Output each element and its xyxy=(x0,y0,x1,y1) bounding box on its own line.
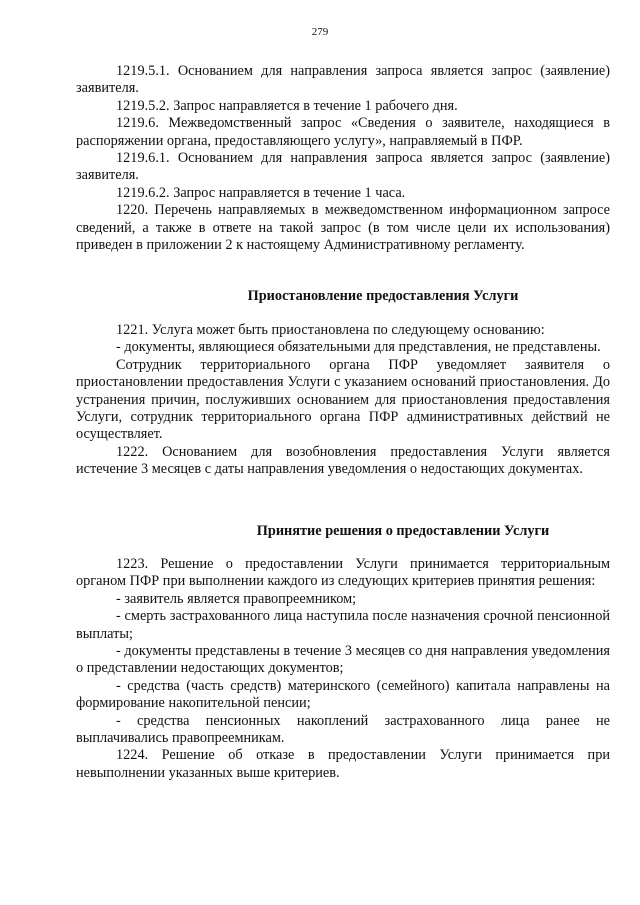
heading-decision: Принятие решения о предоставлении Услуги xyxy=(256,522,550,539)
paragraph-1220: 1220. Перечень направляемых в межведомственном информационном запросе сведений, а также в ответе на такой запрос (в том числе цели их использования) приведен в приложении 2 к настоящему Административному регламенту. xyxy=(76,202,610,254)
paragraph-notification: Сотрудник территориального органа ПФР уведомляет заявителя о приостановлении предоставления Услуги с указанием оснований приостановления. До устранения причин, послуживших основанием для приостановления предоставления Услуги, сотрудник территориального органа ПФР административных действий не осуществляет. xyxy=(76,356,610,443)
list-item-criterion-1: - заявитель является правопреемником; xyxy=(116,590,357,607)
list-item-suspension-reason: - документы, являющиеся обязательными для представления, не представлены. xyxy=(116,339,601,356)
list-item-criterion-3: - документы представлены в течение 3 месяцев со дня направления уведомления о представлении недостающих документов; xyxy=(76,642,610,677)
heading-suspension: Приостановление предоставления Услуги xyxy=(247,288,519,305)
paragraph-1221: 1221. Услуга может быть приостановлена по следующему основанию: xyxy=(116,321,545,338)
list-item-criterion-2: - смерть застрахованного лица наступила после назначения срочной пенсионной выплаты; xyxy=(76,608,610,642)
list-item-criterion-5: - средства пенсионных накоплений застрахованного лица ранее не выплачивались правопреемникам. xyxy=(76,712,610,746)
paragraph-1223: 1223. Решение о предоставлении Услуги принимается территориальным органом ПФР при выполнении каждого из следующих критериев принятия решения: xyxy=(76,555,610,590)
paragraph-1222: 1222. Основанием для возобновления предоставления Услуги является истечение 3 месяцев с даты направления уведомления о недостающих документах. xyxy=(76,443,610,478)
paragraph-1224: 1224. Решение об отказе в предоставлении Услуги принимается при невыполнении указанных выше критериев. xyxy=(76,747,610,781)
list-item-criterion-4: - средства (часть средств) материнского (семейного) капитала направлены на формирование накопительной пенсии; xyxy=(76,677,610,712)
paragraph-1219-6: 1219.6. Межведомственный запрос «Сведения о заявителе, находящиеся в распоряжении органа, предоставляющего услугу», направляемый в ПФР. xyxy=(76,115,610,149)
paragraph-1219-6-2: 1219.6.2. Запрос направляется в течение 1 часа. xyxy=(116,184,406,201)
paragraph-1219-5-2: 1219.5.2. Запрос направляется в течение 1 рабочего дня. xyxy=(116,97,458,114)
document-body xyxy=(76,63,610,782)
paragraph-1219-5-1: 1219.5.1. Основанием для направления запроса является запрос (заявление) заявителя. xyxy=(76,63,610,97)
page-number: 279 xyxy=(311,26,329,38)
paragraph-1219-6-1: 1219.6.1. Основанием для направления запроса является запрос (заявление) заявителя. xyxy=(76,150,610,184)
